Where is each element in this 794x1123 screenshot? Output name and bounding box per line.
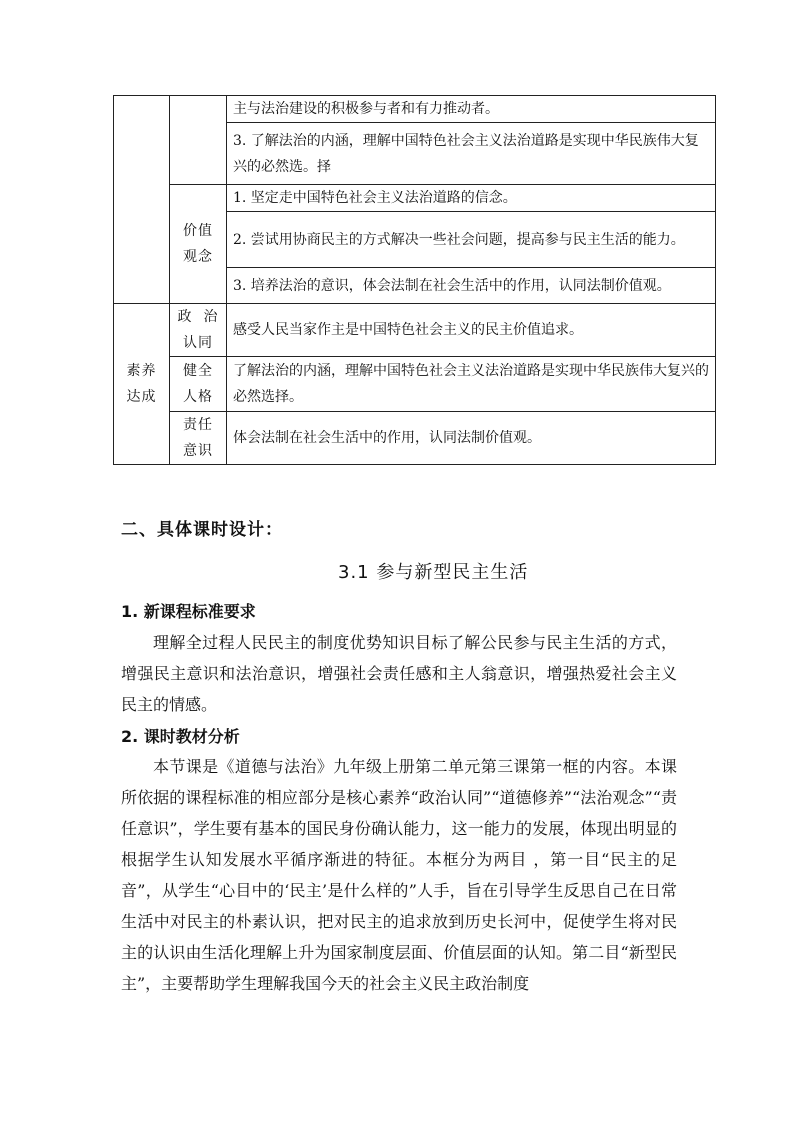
table-cell-text: 体会法制在社会生活中的作用，认同法制价值观。	[227, 412, 716, 465]
political-identity-label: 政 治 认同	[170, 304, 227, 357]
table-cell-text: 了解法治的内涵，理解中国特色社会主义法治道路是实现中华民族伟大复兴的必然选择。	[227, 357, 716, 412]
curriculum-goals-table	[113, 95, 716, 465]
responsibility-label: 责任 意识	[170, 412, 227, 465]
table-blank-subcategory-cell	[170, 96, 227, 185]
paragraph-curriculum-requirements: 理解全过程人民民主的制度优势知识目标了解公民参与民主生活的方式，增强民主意识和法治意识，增强社会责任感和主人翁意识，增强热爱社会主义民主的情感。	[121, 633, 677, 714]
paragraph-textbook-analysis: 本节课是《道德与法治》九年级上册第二单元第三课第一框的内容。本课所依据的课程标准的相应部分是核心素养“政治认同”“道德修养”“法治观念”“责任意识”，学生要有基本的国民身份确认能力，这一能力的发展，体现出明显的根据学生认知发展水平循序渐进的特征。本框分为两目 ，第一目“民主的足音”，从学生“心目中的‘民主’是什么样的”人手，旨在引导学生反思自己在日常生活中对民主的朴素认识，把对民主的追求放到历史长河中，促使学生将对民主的认识由生活化理解上升为国家制度层面、价值层面的认知。第二目“新型民主”，主要帮助学生理解我国今天的社会主义民主政治制度	[121, 757, 677, 993]
table-blank-category-cell	[114, 96, 170, 304]
section-title: 二、具体课时设计：	[121, 520, 283, 540]
table-cell-text: 1. 坚定走中国特色社会主义法治道路的信念。	[227, 185, 716, 212]
value-concept-label: 价值 观念	[170, 185, 227, 304]
heading-new-curriculum: 1. 新课程标准要求	[121, 602, 256, 621]
lesson-title: 3.1 参与新型民主生活	[338, 562, 529, 583]
table-cell-text: 3. 培养法治的意识，体会法制在社会生活中的作用，认同法制价值观。	[227, 268, 716, 304]
table-cell-text: 感受人民当家作主是中国特色社会主义的民主价值追求。	[227, 304, 716, 357]
core-literacy-label: 素养 达成	[114, 304, 170, 465]
table-cell-text: 2. 尝试用协商民主的方式解决一些社会问题，提高参与民主生活的能力。	[227, 212, 716, 268]
table-cell-text: 主与法治建设的积极参与者和有力推动者。	[227, 96, 716, 123]
table-cell-text: 3. 了解法治的内涵，理解中国特色社会主义法治道路是实现中华民族伟大复兴的必然选。择	[227, 123, 716, 185]
sound-personality-label: 健全 人格	[170, 357, 227, 412]
heading-textbook-analysis: 2. 课时教材分析	[121, 727, 240, 746]
